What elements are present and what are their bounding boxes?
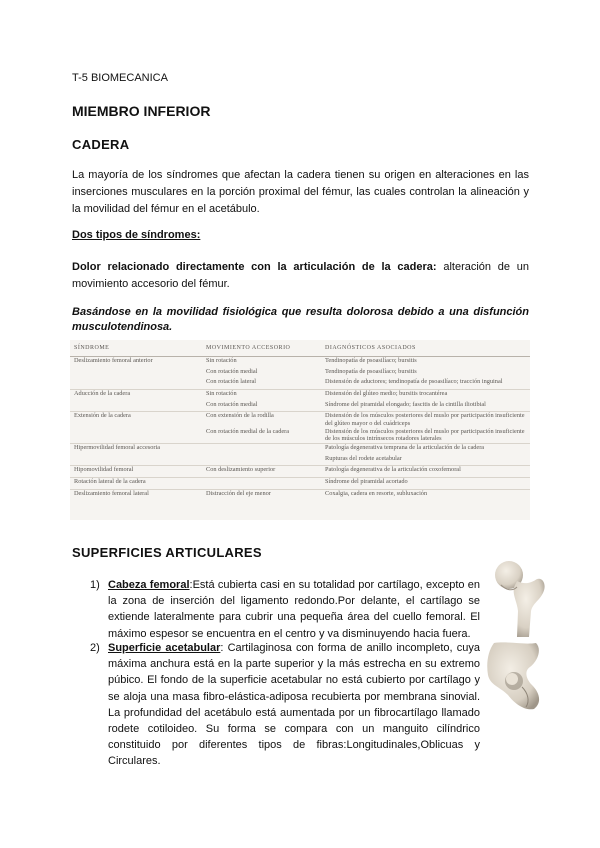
table-cell: Síndrome del piramidal elongado; fascitis de la cintilla iliotibial: [325, 400, 486, 408]
table-cell: [202, 455, 321, 466]
type1-bold: Dolor relacionado directamente con la articulación de la cadera:: [72, 261, 437, 273]
table-cell: Deslizamiento femoral lateral: [70, 489, 202, 500]
type1-text: alteración de un movimiento accesorio del fémur.: [72, 261, 530, 290]
syndromes-table: [70, 340, 530, 520]
table-cell: Sin rotación: [206, 357, 237, 364]
table-header: SÍNDROME: [70, 340, 202, 357]
table-row: [70, 489, 530, 500]
section-heading-cadera: CADERA: [72, 137, 130, 152]
table-cell: Sin rotación: [202, 390, 321, 401]
table-cell: Tendinopatía de psoasilíaco; bursitis: [325, 367, 417, 375]
list-item-label: Cabeza femoral: [108, 579, 190, 591]
table-row: [70, 357, 530, 368]
table-header: DIAGNÓSTICOS ASOCIADOS: [321, 340, 530, 357]
table-cell: Distracción del eje menor: [202, 489, 321, 500]
table-cell: [70, 455, 202, 466]
table-row: [70, 428, 530, 444]
table-header-row: [70, 340, 530, 357]
table-cell: Hipomovilidad femoral: [70, 466, 202, 478]
page-title: MIEMBRO INFERIOR: [72, 103, 211, 119]
table-cell: [70, 401, 202, 412]
type2-paragraph: Basándose en la movilidad fisiológica que resulta dolorosa debido a una disfunción musculotendinosa.: [72, 306, 529, 333]
table-cell: Patología degenerativa temprana de la articulación de la cadera: [321, 443, 530, 454]
types-heading: Dos tipos de síndromes:: [72, 229, 201, 241]
table-cell: [202, 443, 321, 454]
table-cell: Distensión de los músculos posteriores del muslo por participación insuficiente del glúteo mayor o del cuádriceps: [321, 412, 530, 428]
table-cell: Rotación lateral de la cadera: [70, 477, 202, 489]
table-cell: Distensión del glúteo medio; bursitis trocantérea: [321, 390, 530, 401]
table-cell: Distensión de aductores; tendinopatía de psoasilíaco; tracción inguinal: [325, 378, 503, 386]
table-cell: [70, 428, 202, 444]
list-item-label: Superficie acetabular: [108, 642, 221, 654]
list-item-text: :Está cubierta casi en su totalidad por cartílago, excepto en la zona de inserción del ligamento redondo.Por delante, el cartílago se extiende lateralmente para cubrir una pequeña área del cuello femoral. El máximo espesor se encuentra en el centro y va disminuyendo hacia fuera.: [108, 579, 480, 640]
table-cell: Con rotación medial de la cadera: [206, 427, 290, 435]
table-cell: Con rotación medial: [206, 400, 258, 408]
femur-head-image: [487, 557, 549, 639]
table-cell: [70, 368, 202, 379]
table-cell: Deslizamiento femoral anterior: [74, 357, 153, 364]
table-cell: Con deslizamiento superior: [202, 466, 321, 478]
table-cell: Aducción de la cadera: [70, 390, 202, 401]
table-row: [70, 401, 530, 412]
list-item-text: : Cartilaginosa con forma de anillo incompleto, cuya máxima anchura está en la parte superior y la más estrecha en su extremo púbico. El fondo de la superficie acetabular no está cubierto por cartílago y se aloja una masa fibro-elástica-adiposa recubierta por membrana sinovial. La profundidad del acetábulo está aumentada por un fibrocartílago llamado rodete cotiloideo. Su forma se compara con un manguito cilíndrico constituido por diferentes tipos de fibras:Longitudinales,Oblicuas y Circulares.: [108, 642, 480, 768]
table-cell: Hipermovilidad femoral accesoria: [70, 443, 202, 454]
table-row: [70, 466, 530, 478]
table-row: [70, 368, 530, 379]
table-cell: Con rotación lateral: [206, 378, 257, 386]
type1-paragraph: [72, 259, 529, 293]
table-cell: Distensión de los músculos posteriores del muslo por participación insuficiente de los músculos intrínsecos rotadores laterales: [325, 427, 525, 443]
table-cell: [70, 378, 202, 389]
list-item-body: [108, 577, 480, 642]
course-label: T-5 BIOMECANICA: [72, 72, 168, 84]
table-cell: Síndrome del piramidal acortado: [321, 477, 530, 489]
table-row: [70, 477, 530, 489]
table-cell: Con rotación medial: [206, 367, 258, 375]
table-header: MOVIMIENTO ACCESORIO: [202, 340, 321, 357]
table-cell: [202, 477, 321, 489]
table-cell: Patología degenerativa de la articulación coxofemoral: [321, 466, 530, 478]
table-cell: Coxalgia, cadera en resorte, subluxación: [321, 489, 530, 500]
list-number: 1): [90, 579, 100, 591]
table-cell: Tendinopatía de psoasilíaco; bursitis: [325, 357, 417, 364]
table-cell: Extensión de la cadera: [70, 412, 202, 428]
list-item-body: [108, 640, 480, 770]
section-heading-superficies: SUPERFICIES ARTICULARES: [72, 545, 262, 560]
table-row: [70, 390, 530, 401]
table-row: [70, 378, 530, 389]
intro-paragraph: La mayoría de los síndromes que afectan la cadera tienen su origen en alteraciones en las inserciones musculares en la porción proximal del fémur, las cuales controlan la alineación y la movilidad del fémur en el acetábulo.: [72, 169, 529, 215]
table-row: [70, 443, 530, 454]
table-row: [70, 412, 530, 428]
table-cell: Con extensión de la rodilla: [202, 412, 321, 428]
table-cell: Rupturas del rodete acetabular: [325, 454, 402, 462]
pelvis-acetabulum-image: [484, 641, 546, 711]
list-number: 2): [90, 642, 100, 654]
table-row: [70, 455, 530, 466]
